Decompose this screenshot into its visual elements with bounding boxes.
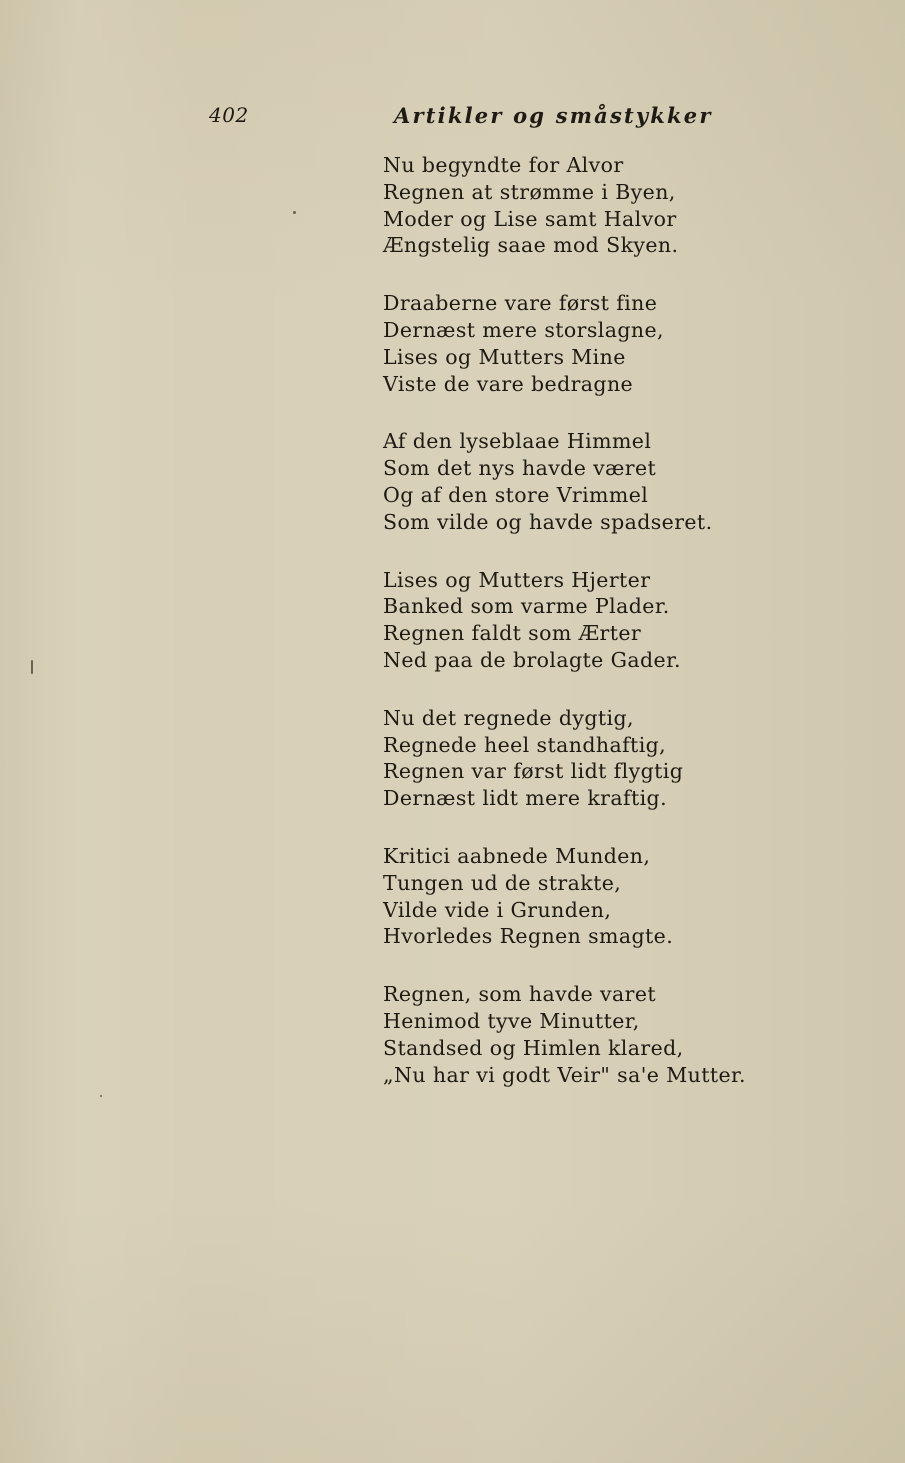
poem-line: Og af den store Vrimmel <box>383 482 649 507</box>
poem-line: Af den lyseblaae Himmel <box>383 429 652 454</box>
poem-line: Regnen faldt som Ærter <box>383 621 642 646</box>
poem-line: Banked som varme Plader. <box>383 594 670 619</box>
poem-line: Vilde vide i Grunden, <box>383 897 612 922</box>
paper-speck <box>31 660 33 674</box>
page-number: 402 <box>209 103 249 127</box>
stanza-4 <box>383 567 803 674</box>
poem-line: „Nu har vi godt Veir" sa'e Mutter. <box>383 1062 746 1087</box>
poem-line: Regnen var først lidt flygtig <box>383 759 684 784</box>
poem-line: Tungen ud de strakte, <box>383 870 622 895</box>
poem-line: Moder og Lise samt Halvor <box>383 206 677 231</box>
poem-line: Nu det regnede dygtig, <box>383 705 634 730</box>
paper-speck <box>293 211 296 214</box>
stanza-5 <box>383 705 803 812</box>
poem-line: Viste de vare bedragne <box>383 371 634 396</box>
poem-line: Ned paa de brolagte Gader. <box>383 647 681 672</box>
poem-line: Nu begyndte for Alvor <box>383 153 624 177</box>
stanza-2 <box>383 290 803 397</box>
stanza-7 <box>383 981 803 1088</box>
poem-line: Regnede heel standhaftig, <box>383 732 667 757</box>
running-title: Artikler og småstykker <box>394 103 713 128</box>
poem-line: Regnen, som havde varet <box>383 982 657 1007</box>
stanza-3 <box>383 428 803 535</box>
paper-speck <box>100 1095 102 1097</box>
poem-line: Lises og Mutters Hjerter <box>383 567 651 592</box>
poem-line: Standsed og Himlen klared, <box>383 1035 684 1060</box>
poem-line: Kritici aabnede Munden, <box>383 843 651 868</box>
poem-line: Dernæst lidt mere kraftig. <box>383 786 667 811</box>
poem-line: Regnen at strømme i Byen, <box>383 179 676 204</box>
stanza-1 <box>383 152 803 259</box>
poem-line: Hvorledes Regnen smagte. <box>383 924 674 949</box>
page-header <box>0 103 905 133</box>
poem <box>383 152 803 1119</box>
stanza-6 <box>383 843 803 950</box>
poem-line: Dernæst mere storslagne, <box>383 317 664 342</box>
poem-line: Ængstelig saae mod Skyen. <box>383 233 679 258</box>
poem-line: Henimod tyve Minutter, <box>383 1008 640 1033</box>
poem-line: Som det nys havde været <box>383 456 657 481</box>
poem-line: Som vilde og havde spadseret. <box>383 509 713 534</box>
poem-line: Lises og Mutters Mine <box>383 344 626 369</box>
poem-line: Draaberne vare først fine <box>383 291 658 316</box>
